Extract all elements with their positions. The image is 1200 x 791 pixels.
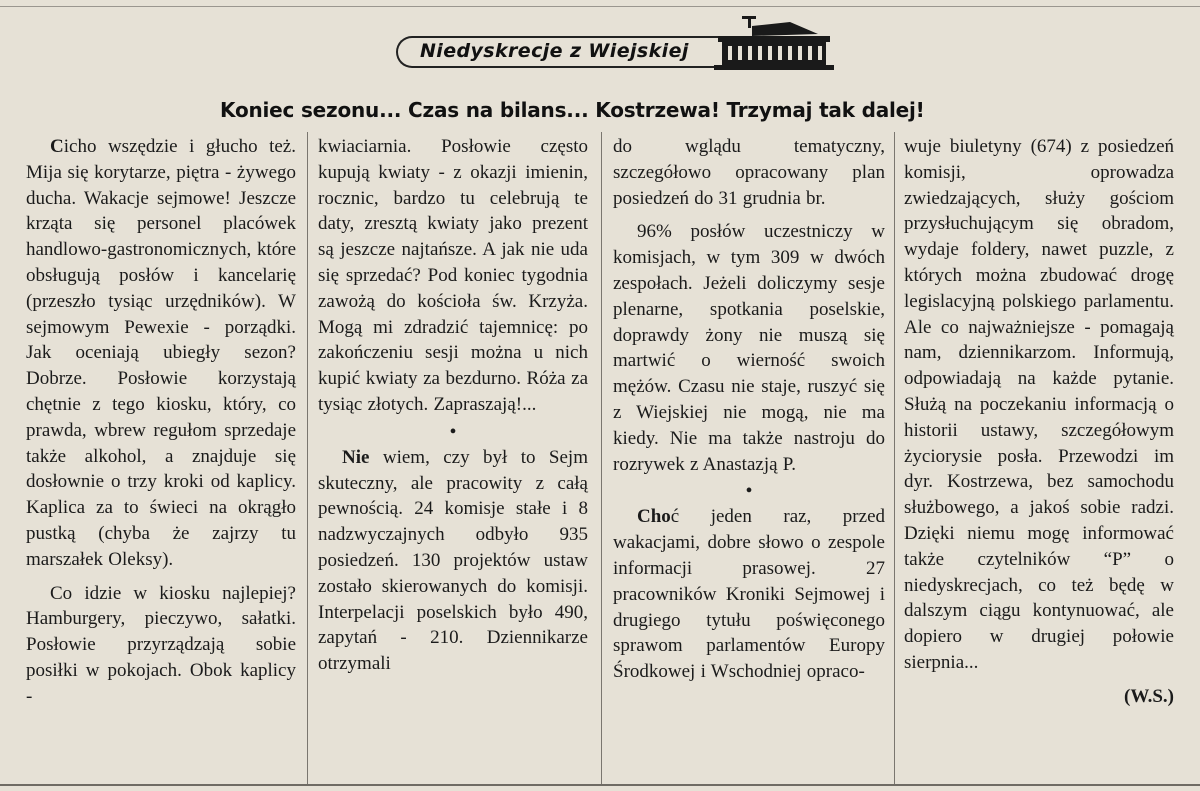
column-divider: [307, 132, 308, 784]
paragraph: [318, 134, 588, 418]
section-separator: •: [449, 420, 457, 443]
paragraph-text: wuje biuletyny (674) z posiedzeń komisji, oprowadza zwiedzających, służy gościom przysłuchującym się obradom, wydaje foldery, nawet puzzle, z których można zbudować drogę legislacyjną polskiego parlamentu. Ale co najważniejsze - pomagają nam, dziennikarzom. Informują, odpowiadają na każde pytanie. Służą na poczekaniu informacją o historii ustawy, szczegółowym życiorysie posła. Przewodzi im dyr. Kostrzewa, bez samochodu służbowego, a jakoś sobie radzi. Dzięki niemu mogę informować także czytelników “P” o niedyskrecjach, co też będę w dalszym ciągu kontynuować, ale dopiero w drugiej połowie sierpnia...: [904, 136, 1174, 673]
paragraph: [613, 504, 885, 685]
paragraph-text: icho wszędzie i głucho też. Mija się korytarze, piętra - żywego ducha. Wakacje sejmowe! Jeszcze krząta się personel placówek handlowo-gastronomicznych, które obsługują posłów i kancelarię (przeszło tysiąc urzędników). W sejmowym Pewexie - porządki. Jak oceniają ubiegły sezon? Dobrze. Posłowie korzystają chętnie z tego kiosku, który, co prawda, wbrew regułom sprzedaje także alkohol, a znajduje się dosłownie o trzy kroki od kaplicy. Kaplica za to świeci na okrągło pustką (chyba że zajrzy tu marszałek Oleksy).: [26, 136, 296, 570]
top-rule: [0, 6, 1200, 7]
paragraph: [613, 134, 885, 211]
text-column-4: [904, 134, 1174, 710]
author-signature: (W.S.): [1124, 685, 1174, 707]
column-divider: [601, 132, 602, 784]
paragraph-text: Co idzie w kiosku najlepiej? Hamburgery, pieczywo, sałatki. Posłowie przyrządzają sobie posiłki w pokojach. Obok kaplicy -: [26, 582, 296, 707]
paragraph: [26, 134, 296, 573]
text-column-2: [318, 134, 588, 677]
drop-lead: C: [50, 136, 64, 157]
column-divider: [894, 132, 895, 784]
paragraph-text: ć jeden raz, przed wakacjami, dobre słowo o zespole informacji prasowej. 27 pracowników Kroniki Sejmowej i drugiego tytułu poświęconego sprawom parlamentów Europy Środkowej i Wschodniej opraco-: [613, 506, 885, 683]
masthead-title: Niedyskrecje z Wiejskiej: [420, 40, 689, 62]
bottom-rule: [0, 784, 1200, 786]
paragraph: [613, 219, 885, 477]
paragraph-text: do wglądu tematyczny, szczegółowo opracowany plan posiedzeń do 31 grudnia br.: [613, 136, 885, 209]
paragraph-text: 96% posłów uczestniczy w komisjach, w tym 309 w dwóch zespołach. Jeżeli doliczymy sesje plenarne, spotkania poselskie, doprawdy żony nie muszą się martwić o wierność swoich mężów. Czasu nie staje, ruszyć się z Wiejskiej nie mogą, nie ma kiedy. Nie ma także nastroju do rozrywek z Anastazją P.: [613, 221, 885, 475]
paragraph: [904, 134, 1174, 676]
drop-lead: Cho: [637, 506, 671, 528]
drop-lead: Nie: [342, 446, 370, 468]
paragraph-text: kwiaciarnia. Posłowie często kupują kwiaty - z okazji imienin, rocznic, bardzo tu celebrują te daty, zresztą kwiaty jako prezent są jeszcze najtańsze. A jak nie uda się sprzedać? Pod koniec tygodnia zawożą do kościoła św. Krzyża. Mogą mi zdradzić tajemnicę: po zakończeniu sesji można u nich kupić kwiaty za bezdurno. Róża za tysiąc złotych. Zapraszają!...: [318, 136, 588, 415]
paragraph: [318, 445, 588, 677]
paragraph-text: wiem, czy był to Sejm skuteczny, ale pracowity z całą pewnością. 24 komisje stałe i 8 nadzwyczajnych odbyło 935 posiedzeń. 130 projektów ustaw zostało skierowanych do komisji. Interpelacji poselskich było 490, zapytań - 210. Dziennikarze otrzymali: [318, 446, 588, 675]
text-column-3: [613, 134, 885, 685]
article-headline: Koniec sezonu... Czas na bilans... Kostrzewa! Trzymaj tak dalej!: [220, 98, 925, 122]
section-separator: •: [745, 480, 753, 503]
paragraph: [26, 581, 296, 710]
text-column-1: [26, 134, 296, 710]
sejm-building-icon: [712, 14, 836, 72]
